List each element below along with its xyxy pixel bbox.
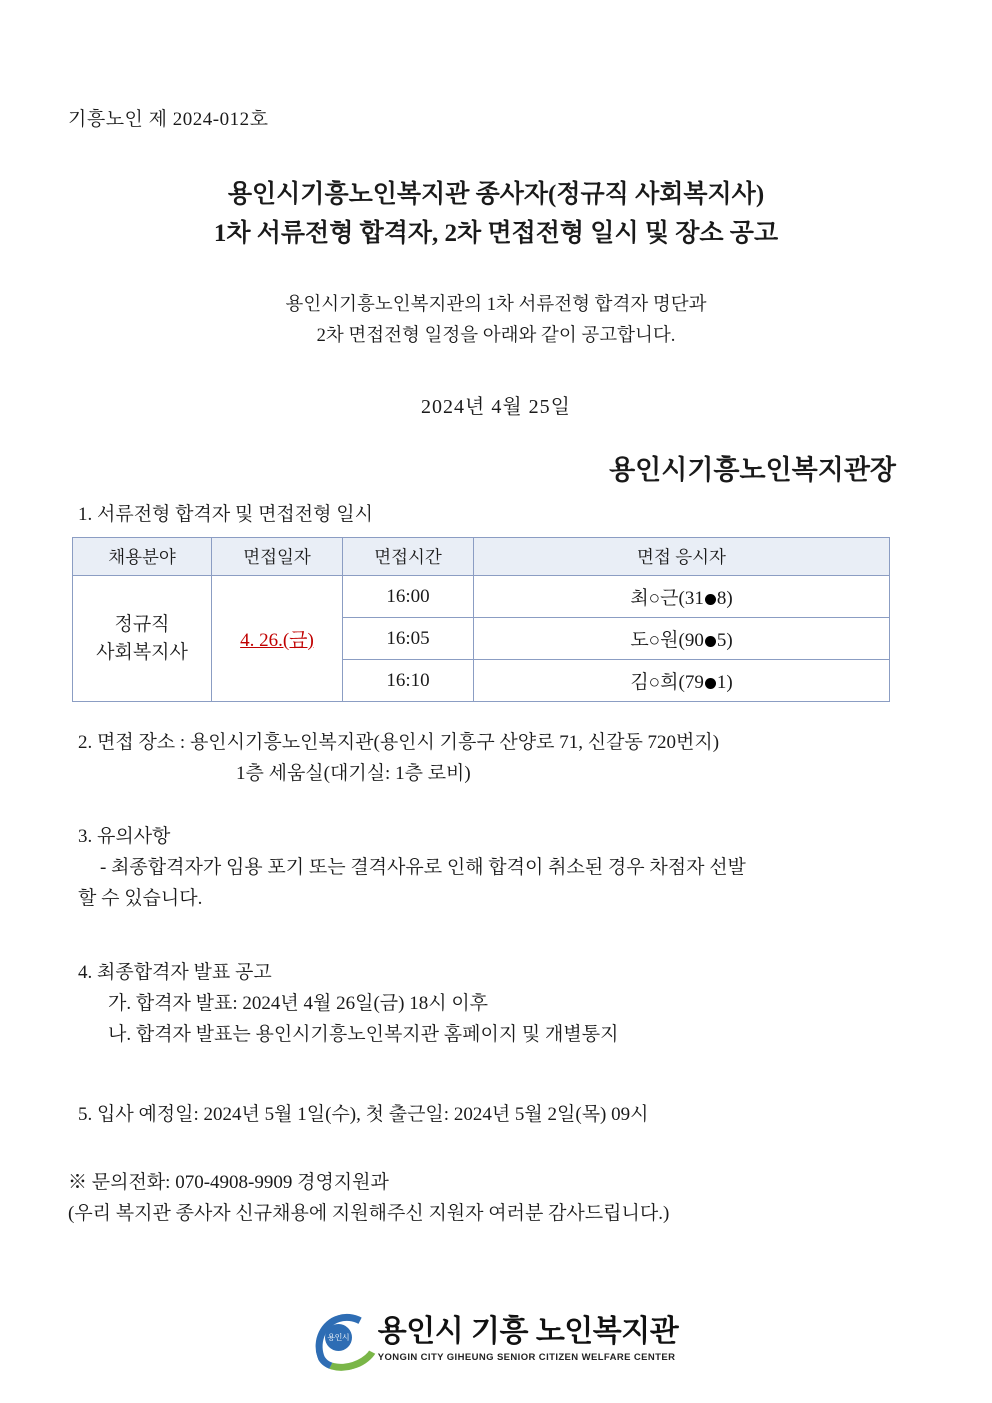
table-row	[73, 576, 890, 618]
candidate-name-suffix: 5)	[716, 630, 733, 651]
cell-candidate-name	[474, 660, 890, 702]
document-subtitle	[0, 290, 992, 351]
section-4-heading: 4. 최종합격자 발표 공고	[78, 962, 272, 983]
section-2-heading: 2. 면접 장소 : 용인시기흥노인복지관(용인시 기흥구 산양로 71, 신갈동 720번지)	[78, 732, 720, 753]
header-field: 채용분야	[73, 538, 212, 576]
section-5-heading: 5. 입사 예정일: 2024년 5월 1일(수), 첫 출근일: 2024년 5월 2일(목) 09시	[78, 1104, 649, 1125]
logo-korean-name: 용인시 기흥 노인복지관	[377, 1315, 679, 1348]
logo-swirl-icon	[314, 1308, 368, 1362]
cell-recruit-field	[73, 576, 212, 702]
title-line-2: 1차 서류전형 합격자, 2차 면접전형 일시 및 장소 공고	[213, 219, 779, 247]
masked-dot-icon	[705, 678, 716, 689]
document-number: 기흥노인 제 2024-012호	[68, 109, 269, 130]
candidate-table-wrapper	[72, 537, 890, 702]
masked-dot-icon	[705, 636, 716, 647]
subtitle-line-2: 2차 면접전형 일정을 아래와 같이 공고합니다.	[316, 325, 676, 346]
candidate-name-prefix: 도○원(90	[630, 630, 704, 651]
section-4-item-2: 나. 합격자 발표는 용인시기흥노인복지관 홈페이지 및 개별통지	[108, 1023, 619, 1045]
field-label-line-1: 정규직	[114, 613, 170, 635]
organization-logo	[0, 1306, 992, 1363]
cell-candidate-name	[474, 576, 890, 618]
subtitle-line-1: 용인시기흥노인복지관의 1차 서류전형 합격자 명단과	[285, 295, 707, 315]
candidate-table	[72, 537, 890, 702]
section-3	[78, 822, 918, 914]
header-candidate: 면접 응시자	[474, 538, 890, 576]
logo-english-name: YONGIN CITY GIHEUNG SENIOR CITIZEN WELFARE CENTER	[377, 1352, 676, 1363]
logo-mark-text: 용인시	[325, 1324, 352, 1351]
field-label-line-2: 사회복지사	[96, 641, 188, 663]
contact-phone-line: ※ 문의전화: 070-4908-9909 경영지원과	[68, 1172, 389, 1193]
announcement-date: 2024년 4월 25일	[421, 396, 571, 418]
table-header-row	[73, 538, 890, 576]
section-1-heading: 1. 서류전형 합격자 및 면접전형 일시	[78, 504, 373, 525]
header-time: 면접시간	[343, 538, 474, 576]
cell-interview-date: 4. 26.(금)	[212, 576, 343, 702]
section-3-body-line-1: - 최종합격자가 임용 포기 또는 결격사유로 인해 합격이 취소된 경우 차점자 선발	[100, 856, 746, 878]
cell-interview-time: 16:00	[343, 576, 474, 618]
candidate-name-suffix: 8)	[716, 588, 733, 609]
header-date: 면접일자	[212, 538, 343, 576]
section-contact	[68, 1168, 669, 1230]
masked-dot-icon	[705, 594, 716, 605]
candidate-name-prefix: 최○근(31	[630, 588, 704, 609]
title-line-1: 용인시기흥노인복지관 종사자(정규직 사회복지사)	[227, 181, 765, 208]
cell-interview-time: 16:05	[343, 618, 474, 660]
section-3-body-line-2: 할 수 있습니다.	[78, 887, 203, 909]
section-4-item-1: 가. 합격자 발표: 2024년 4월 26일(금) 18시 이후	[108, 992, 489, 1014]
section-3-heading: 3. 유의사항	[78, 826, 171, 847]
section-2-location-detail: 1층 세움실(대기실: 1층 로비)	[236, 762, 471, 784]
section-2	[78, 728, 719, 790]
cell-interview-time: 16:10	[343, 660, 474, 702]
thanks-line: (우리 복지관 종사자 신규채용에 지원해주신 지원자 여러분 감사드립니다.)	[68, 1202, 670, 1224]
section-4	[78, 958, 618, 1050]
logo-text-block	[378, 1306, 678, 1363]
document-title	[0, 176, 992, 254]
cell-candidate-name	[474, 618, 890, 660]
candidate-name-prefix: 김○희(79	[630, 672, 704, 693]
issuer-name: 용인시기흥노인복지관장	[609, 455, 896, 485]
candidate-name-suffix: 1)	[716, 672, 733, 693]
